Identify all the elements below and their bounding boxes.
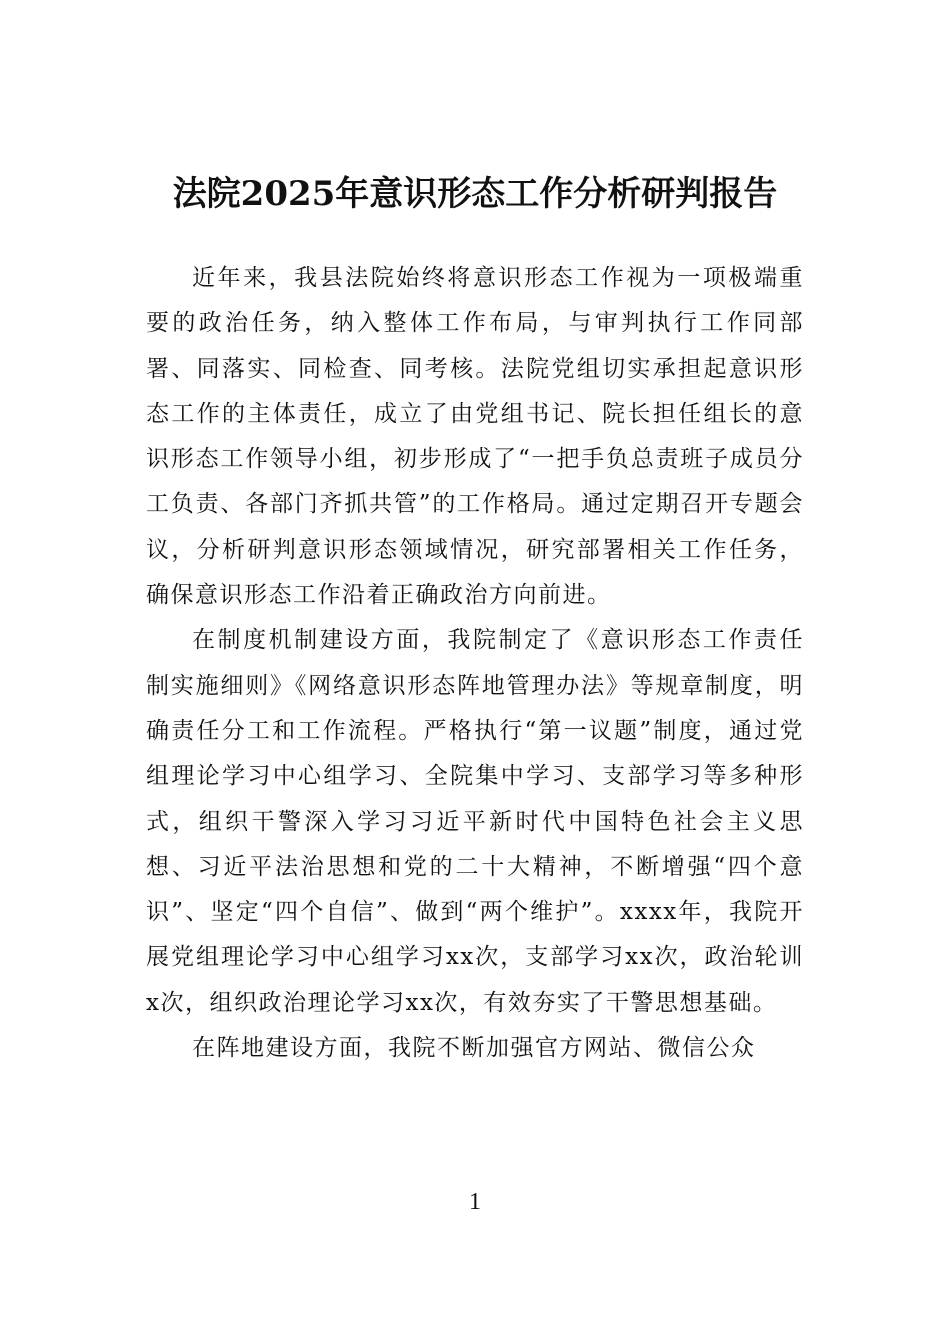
paragraph: 近年来，我县法院始终将意识形态工作视为一项极端重要的政治任务，纳入整体工作布局，与审判执行工作同部署、同落实、同检查、同考核。法院党组切实承担起意识形态工作的主体责任，成立了由党组书记、院长担任组长的意识形态工作领导小组，初步形成了“一把手负总责班子成员分工负责、各部门齐抓共管”的工作格局。通过定期召开专题会议，分析研判意识形态领域情况，研究部署相关工作任务，确保意识形态工作沿着正确政治方向前进。 — [146, 265, 804, 609]
document-body — [146, 256, 804, 1071]
paragraph: 在阵地建设方面，我院不断加强官方网站、微信公众 — [192, 1035, 756, 1062]
page-number: 1 — [469, 1189, 481, 1215]
paragraph: 在制度机制建设方面，我院制定了《意识形态工作责任制实施细则》《网络意识形态阵地管理办法》等规章制度，明确责任分工和工作流程。严格执行“第一议题”制度，通过党组理论学习中心组学习、全院集中学习、支部学习等多种形式，组织干警深入学习习近平新时代中国特色社会主义思想、习近平法治思想和党的二十大精神，不断增强“四个意识”、坚定“四个自信”、做到“两个维护”。xxxx年，我院开展党组理论学习中心组学习xx次，支部学习xx次，政治轮训x次，组织政治理论学习xx次，有效夯实了干警思想基础。 — [146, 627, 804, 1016]
document-title: 法院2025年意识形态工作分析研判报告 — [172, 174, 778, 214]
